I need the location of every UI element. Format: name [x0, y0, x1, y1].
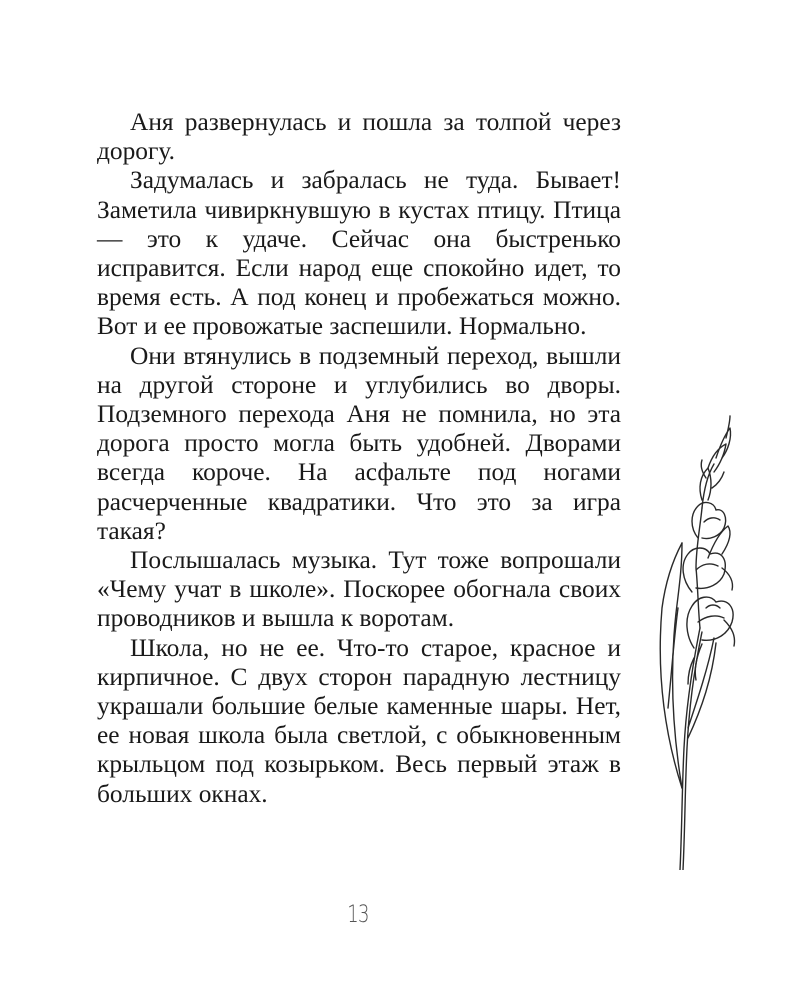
body-text [97, 108, 621, 809]
paragraph-2: Задумалась и забралась не туда. Бывает! Заметила чивиркнувшую в кустах птицу. Птица — это к удаче. Сейчас она быстренько исправится. Если народ еще спокойно идет, то время есть. А под конец и пробежаться можно. Вот и ее провожатые заспешили. Нормально. [97, 166, 621, 341]
paragraph-4: Послышалась музыка. Тут тоже вопрошали «Чему учат в школе». Поскорее обогнала своих проводников и вышла к воротам. [97, 546, 621, 633]
paragraph-1: Аня развернулась и пошла за толпой через дорогу. [97, 108, 621, 166]
gladiolus-flower-icon [636, 408, 754, 870]
paragraph-3: Они втянулись в подземный переход, вышли на другой стороне и углубились во дворы. Подземного перехода Аня не помнила, но эта дорога просто могла быть удобней. Дворами всегда короче. На асфальте под ногами расчерченные квадратики. Что это за игра такая? [97, 341, 621, 545]
page-number: 13 [347, 900, 369, 928]
paragraph-5: Школа, но не ее. Что-то старое, красное и кирпичное. С двух сторон парадную лестницу украшали большие белые каменные шары. Нет, ее новая школа была светлой, с обыкновенным крыльцом под козырьком. Весь первый этаж в больших окнах. [97, 633, 621, 808]
